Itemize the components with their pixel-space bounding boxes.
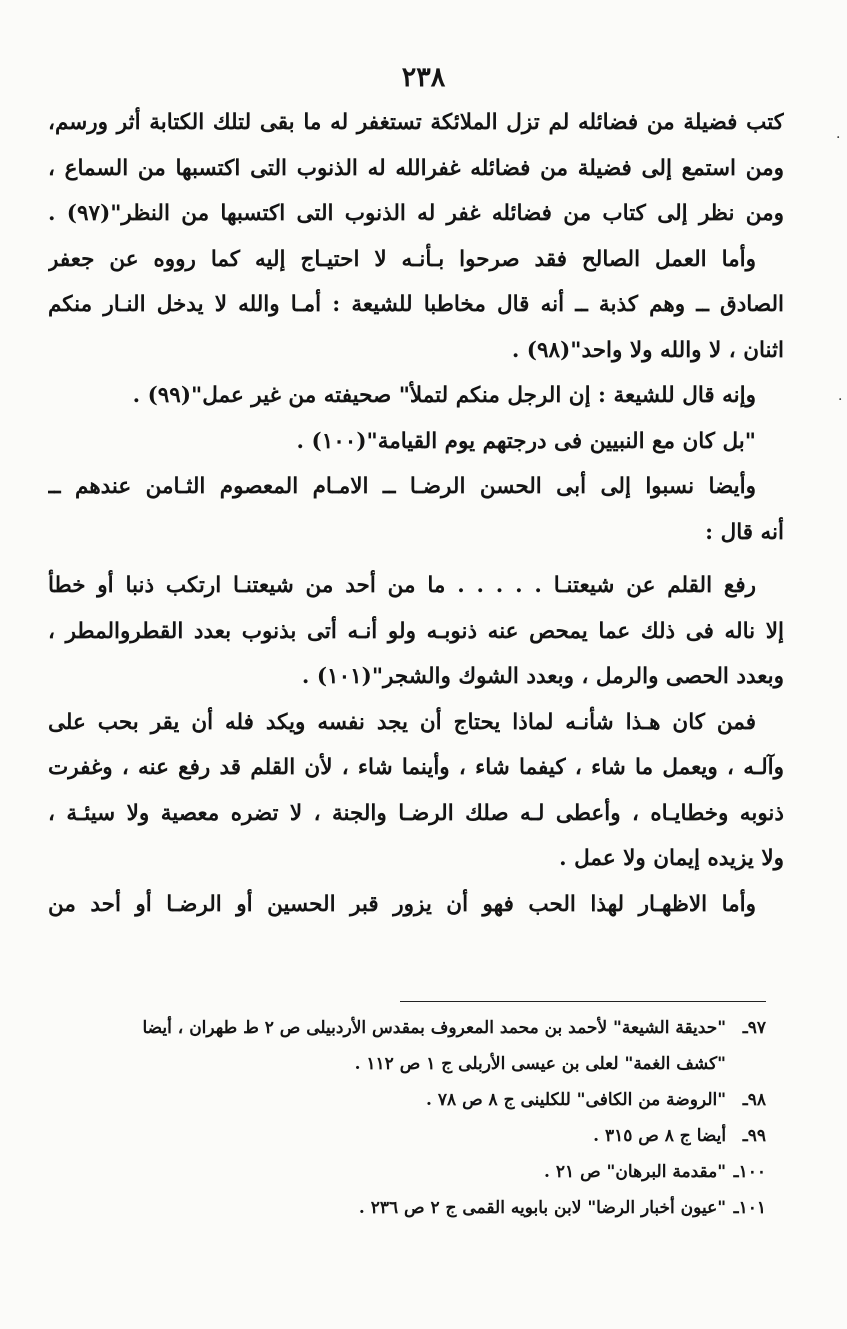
text-line: ولا يزيده إيمان ولا عمل . xyxy=(559,846,784,871)
text-line: وأيضا نسبوا إلى أبى الحسن الرضـا ــ الامـام المعصوم الثـامن عندهم ــ xyxy=(48,474,756,499)
quote-line: رفع القلم عن شيعتنـا . . . . . ما من أحد من شيعتنـا ارتكب ذنبا أو خطأ xyxy=(48,573,756,598)
page-number: ٢٣٨ xyxy=(401,62,446,93)
footnotes xyxy=(50,1010,766,1226)
text-line: "بل كان مع النبيين فى درجتهم يوم القيامة"(١٠٠) . xyxy=(296,428,756,454)
text-line: اثنان ، لا والله ولا واحد"(٩٨) . xyxy=(511,337,784,363)
footnote-text: "عيون أخبار الرضا" لابن بابويه القمى ج ٢ ص ٢٣٦ . xyxy=(358,1198,727,1218)
footnote-item xyxy=(50,1046,766,1082)
text-line: الصادق ــ وهم كذبة ــ أنه قال مخاطبا للشيعة : أمـا والله لا يدخل النـار منكم xyxy=(48,292,784,317)
quote-line: وبعدد الحصى والرمل ، وبعدد الشوك والشجر"(١٠١) . xyxy=(301,664,784,689)
footnote-text: "كشف الغمة" لعلى بن عيسى الأربلى ج ١ ص ١١٢ . xyxy=(354,1054,726,1074)
text-line: أنه قال : xyxy=(705,519,784,545)
main-text xyxy=(48,100,784,927)
footnote-text: "الروضة من الكافى" للكلينى ج ٨ ص ٧٨ . xyxy=(426,1090,727,1110)
footnote-item xyxy=(50,1118,766,1154)
text-line: وإنه قال للشيعة : إن الرجل منكم لتملأ" صحيفته من غير عمل"(٩٩) . xyxy=(132,383,756,408)
footnote-number: ١٠١ـ xyxy=(733,1198,766,1218)
footnote-text: "مقدمة البرهان" ص ٢١ . xyxy=(544,1162,727,1182)
text-line: ذنوبه وخطايـاه ، وأعطى لـه صلك الرضـا والجنة ، لا تضره معصية ولا سيئـة ، xyxy=(48,800,784,826)
scan-speck: · xyxy=(836,130,841,146)
text-line: وأما الاظهـار لهذا الحب فهو أن يزور قبر الحسين أو الرضـا أو أحد من xyxy=(48,891,756,917)
text-line: فمن كان هـذا شأنـه لماذا يحتاج أن يجد نفسه ويكد فله أن يقر بحب على xyxy=(48,709,756,735)
text-line: كتب فضيلة من فضائله لم تزل الملائكة تستغفر له ما بقى لتلك الكتابة أثر ورسم، xyxy=(48,110,784,135)
paragraph-gap xyxy=(48,555,784,563)
scan-speck: · xyxy=(838,392,843,408)
footnote-number: ١٠٠ـ xyxy=(733,1162,766,1182)
text-line: وآلـه ، ويعمل ما شاء ، كيفما شاء ، وأينما شاء ، لأن القلم قد رفع عنه ، وغفرت xyxy=(48,755,784,780)
footnote-item xyxy=(50,1154,766,1190)
footnote-item xyxy=(50,1010,766,1046)
text-line: ومن نظر إلى كتاب من فضائله غفر له الذنوب التى اكتسبها من النظر"(٩٧) . xyxy=(48,201,784,226)
text-line: وأما العمل الصالح فقد صرحوا بـأنـه لا احتيـاج إليه كما رووه عن جعفر xyxy=(48,246,756,272)
footnote-number: ٩٨ـ xyxy=(742,1090,766,1110)
quote-line: إلا ناله فى ذلك عما يمحص عنه ذنوبـه ولو أنـه أتى بذنوب بعدد القطروالمطر ، xyxy=(48,618,784,644)
footnote-item xyxy=(50,1082,766,1118)
footnote-item xyxy=(50,1190,766,1226)
footnote-number: ٩٧ـ xyxy=(742,1018,766,1038)
footnote-text: أيضا ج ٨ ص ٣١٥ . xyxy=(593,1126,727,1146)
text-line: ومن استمع إلى فضيلة من فضائله غفرالله له الذنوب التى اكتسبها من السماع ، xyxy=(48,155,784,181)
footnote-number: ٩٩ـ xyxy=(742,1126,766,1146)
footnote-separator xyxy=(400,1001,766,1002)
footnote-text: "حديقة الشيعة" لأحمد بن محمد المعروف بمقدس الأردبيلى ص ٢ ط طهران ، أيضا xyxy=(142,1018,727,1038)
